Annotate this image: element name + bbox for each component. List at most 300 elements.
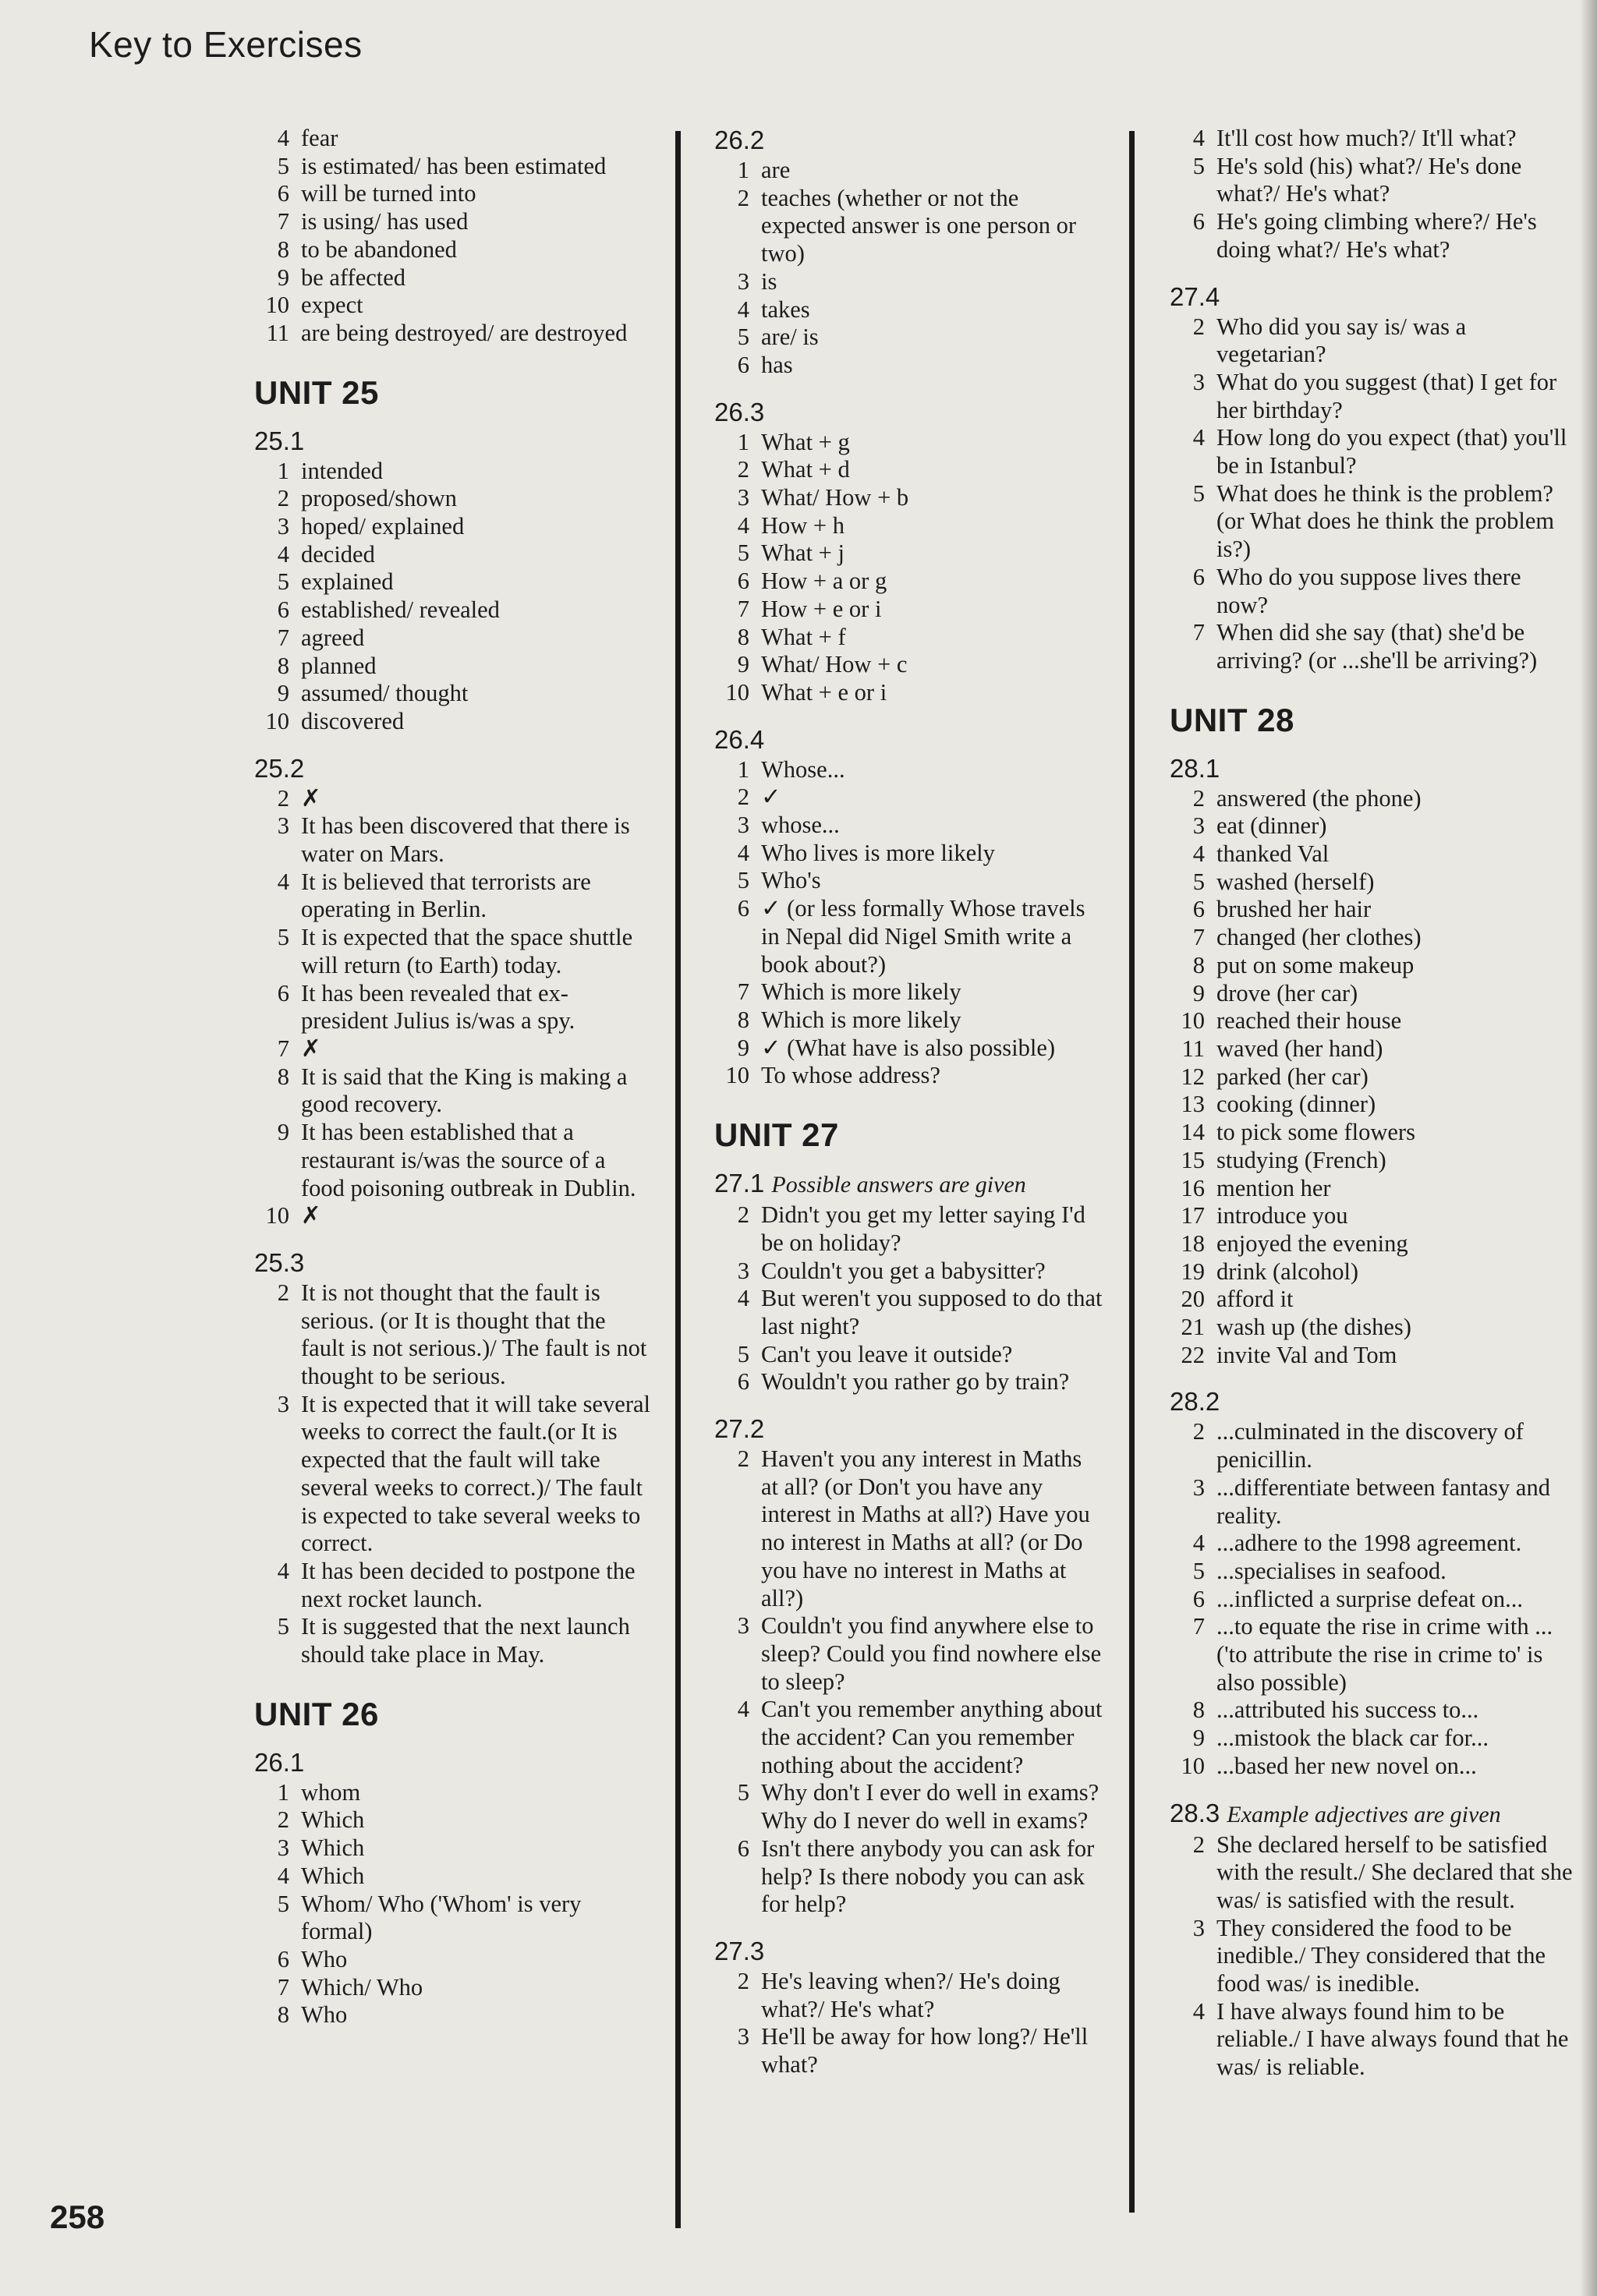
answer-number: 15: [1181, 1146, 1205, 1173]
answer-number: 9: [277, 680, 289, 707]
answer-number: 3: [1192, 368, 1205, 395]
answer-number: 5: [737, 1340, 749, 1367]
answer-number: 2: [737, 184, 749, 211]
answer-item: [706, 756, 1104, 784]
page-number: 258: [50, 2199, 105, 2235]
answer-number: 3: [277, 812, 289, 840]
answer-item: [246, 458, 652, 486]
answer-item: [1162, 1202, 1575, 1230]
answer-text: What/ How + c: [761, 651, 908, 678]
answer-number: 2: [737, 1445, 749, 1473]
answer-item: [246, 1558, 652, 1613]
exercise-block: [706, 1168, 1104, 1396]
answer-item: [1162, 1753, 1575, 1781]
answer-text: Which: [301, 1862, 365, 1889]
answer-number: 10: [265, 1202, 289, 1229]
answer-item: [1162, 1147, 1575, 1175]
exercise-heading: [254, 426, 652, 457]
answer-number: 2: [737, 1967, 749, 1994]
exercise-block: [1162, 1798, 1575, 2082]
answer-number: 3: [1192, 1914, 1205, 1941]
answer-number: 4: [277, 1862, 289, 1889]
answer-text: are being destroyed/ are destroyed: [301, 319, 628, 346]
answer-item: [246, 1119, 652, 1202]
answer-number: 2: [277, 784, 289, 812]
answer-text: ...culminated in the discovery of penicillin.: [1216, 1418, 1524, 1473]
exercise-heading: [714, 1168, 1104, 1201]
exercise-number: 26.3: [714, 397, 765, 426]
answer-text: changed (her clothes): [1216, 924, 1422, 951]
answer-text: But weren't you supposed to do that last night?: [761, 1285, 1103, 1339]
answer-number: 2: [737, 784, 749, 811]
answer-item: [1162, 1613, 1575, 1696]
answer-text: To whose address?: [761, 1062, 940, 1089]
answer-number: 4: [737, 511, 749, 539]
answer-text: is: [761, 267, 777, 295]
answer-text: invite Val and Tom: [1216, 1341, 1397, 1368]
answer-number: 5: [1192, 868, 1205, 895]
exercise-number: 25.3: [254, 1247, 305, 1277]
exercise-note: Example adjectives are given: [1227, 1801, 1501, 1827]
answer-number: 3: [737, 484, 749, 511]
answer-text: Which: [301, 1806, 365, 1834]
answer-text: He's sold (his) what?/ He's done what?/ He's what?: [1216, 152, 1522, 207]
answer-text: wash up (the dishes): [1216, 1314, 1411, 1341]
answer-number: 5: [1192, 1557, 1205, 1584]
answer-item: [246, 924, 652, 979]
answer-text: What does he think is the problem? (or What does he think the problem is?): [1216, 479, 1555, 563]
answer-item: [246, 1279, 652, 1391]
answer-text: will be turned into: [301, 180, 476, 207]
answer-item: [706, 268, 1104, 296]
answer-item: [1162, 619, 1575, 674]
answer-number: 7: [277, 1973, 289, 2001]
answer-item: [706, 352, 1104, 380]
answer-number: 5: [277, 568, 289, 596]
exercise-note: Possible answers are given: [771, 1172, 1026, 1198]
answer-item: [1162, 1831, 1575, 1915]
exercise-block: [246, 1247, 652, 1669]
exercise-block: [1162, 1386, 1575, 1780]
answer-text: hoped/ explained: [301, 513, 465, 540]
exercise-block: [706, 1936, 1104, 2079]
answer-item: [706, 840, 1104, 868]
answer-item: [246, 292, 652, 320]
answer-number: 10: [725, 1062, 749, 1089]
answer-number: 6: [737, 895, 749, 922]
answer-number: 5: [1192, 479, 1205, 507]
exercise-heading: [254, 753, 652, 784]
answer-item: [1162, 785, 1575, 813]
answer-number: 16: [1181, 1174, 1205, 1201]
column-divider: [675, 131, 681, 2228]
answer-text: ✗: [301, 1202, 321, 1229]
answer-number: 2: [1192, 784, 1205, 812]
answer-text: Haven't you any interest in Maths at all? (or Don't you have any interest in Maths at all?) Have you no interest in Maths at all? (or Do you have no interest in Maths at all?): [761, 1445, 1090, 1611]
answer-number: 5: [277, 1890, 289, 1917]
answer-number: 2: [277, 485, 289, 512]
exercise-block: [706, 125, 1104, 380]
answer-text: Who did you say is/ was a vegetarian?: [1216, 313, 1467, 368]
answer-number: 2: [737, 456, 749, 483]
answer-item: [246, 624, 652, 653]
answer-text: agreed: [301, 624, 365, 651]
exercise-block: [1162, 281, 1575, 675]
answer-number: 7: [737, 978, 749, 1006]
answer-text: ...attributed his success to...: [1216, 1696, 1479, 1724]
answer-number: 3: [1192, 812, 1205, 840]
answer-text: It'll cost how much?/ It'll what?: [1216, 125, 1517, 151]
answer-item: [1162, 952, 1575, 980]
answer-item: [706, 1445, 1104, 1612]
answer-text: is estimated/ has been estimated: [301, 152, 607, 179]
answer-text: Whose...: [761, 755, 845, 783]
answer-number: 5: [277, 1613, 289, 1640]
answer-number: 4: [737, 295, 749, 323]
answer-text: Who: [301, 2001, 348, 2029]
answer-item: [246, 812, 652, 868]
answer-text: It is expected that it will take several weeks to correct the fault.(or It is expected that the fault will take several weeks to correct.)/ The fault is expected to take several weeks to correct.: [301, 1390, 651, 1557]
answer-item: [1162, 1725, 1575, 1753]
answer-item: [1162, 1342, 1575, 1370]
answer-text: Why don't I ever do well in exams? Why do I never do well in exams?: [761, 1779, 1099, 1834]
exercise-number: 26.2: [714, 126, 765, 154]
answer-item: [706, 895, 1104, 978]
answer-text: What + j: [761, 540, 845, 567]
answer-number: 8: [737, 623, 749, 650]
answer-number: 10: [265, 707, 289, 734]
answer-text: Who lives is more likely: [761, 839, 995, 866]
answer-text: ...differentiate between fantasy and reality.: [1216, 1473, 1550, 1529]
answer-number: 1: [737, 755, 749, 783]
answer-text: It is expected that the space shuttle will return (to Earth) today.: [301, 924, 633, 978]
answer-item: [1162, 1230, 1575, 1258]
answer-number: 22: [1181, 1341, 1205, 1368]
answer-item: [246, 1613, 652, 1668]
answer-number: 2: [1192, 1418, 1205, 1445]
answer-number: 7: [1192, 1613, 1205, 1640]
answer-column-3: [1162, 125, 1575, 2099]
answer-number: 5: [277, 152, 289, 179]
unit-heading: UNIT 26: [254, 1695, 379, 1732]
answer-text: established/ revealed: [301, 596, 500, 624]
answer-item: [246, 708, 652, 736]
answer-item: [1162, 1558, 1575, 1586]
answer-text: Which is more likely: [761, 1006, 961, 1033]
answer-text: It has been revealed that ex-president Julius is/was a spy.: [301, 979, 575, 1035]
answer-column-1: [246, 125, 652, 2047]
answer-text: mention her: [1216, 1174, 1331, 1201]
answer-text: thanked Val: [1216, 840, 1330, 868]
exercise-block: [706, 1413, 1104, 1919]
answer-item: [706, 1035, 1104, 1063]
exercise-block: [1162, 753, 1575, 1370]
answer-number: 3: [277, 513, 289, 540]
answer-text: Couldn't you get a babysitter?: [761, 1257, 1046, 1284]
answer-item: [1162, 1007, 1575, 1035]
answer-number: 5: [737, 867, 749, 894]
answer-item: [706, 1612, 1104, 1696]
answer-number: 13: [1181, 1091, 1205, 1118]
answer-number: 11: [1181, 1035, 1205, 1062]
answer-number: 1: [737, 157, 749, 183]
answer-text: Whom/ Who ('Whom' is very formal): [301, 1890, 582, 1945]
exercise-heading: [1170, 1386, 1575, 1417]
answer-text: ✗: [301, 784, 321, 812]
answer-item: [1162, 840, 1575, 869]
answer-number: 5: [277, 924, 289, 951]
continued-answers: [1162, 125, 1575, 264]
answer-number: 6: [737, 568, 749, 595]
exercise-block: [246, 1747, 652, 2029]
answer-number: 4: [1192, 1997, 1205, 2025]
answer-text: proposed/shown: [301, 485, 457, 512]
answer-text: It is suggested that the next launch should take place in May.: [301, 1613, 630, 1668]
answer-column-2: [706, 125, 1104, 2096]
answer-number: 7: [1192, 619, 1205, 646]
answer-text: to be abandoned: [301, 235, 457, 263]
answer-number: 21: [1181, 1314, 1205, 1341]
answer-text: It has been decided to postpone the next rocket launch.: [301, 1557, 636, 1612]
unit-heading: UNIT 27: [714, 1116, 839, 1154]
answer-text: waved (her hand): [1216, 1035, 1383, 1062]
answer-number: 1: [277, 457, 289, 484]
answer-text: drink (alcohol): [1216, 1258, 1359, 1285]
answer-text: Didn't you get my letter saying I'd be on holiday?: [761, 1201, 1085, 1256]
answer-text: What + g: [761, 428, 850, 455]
answer-number: 8: [1192, 1696, 1205, 1724]
answer-item: [1162, 869, 1575, 897]
answer-number: 4: [277, 125, 289, 151]
answer-item: [246, 1974, 652, 2002]
answer-text: What/ How + b: [761, 484, 909, 511]
answer-item: [706, 784, 1104, 812]
answer-item: [1162, 896, 1575, 924]
answer-number: 3: [1192, 1473, 1205, 1501]
answer-text: Couldn't you find anywhere else to sleep? Could you find nowhere else to sleep?: [761, 1612, 1102, 1695]
answer-text: It is believed that terrorists are operating in Berlin.: [301, 868, 591, 923]
answer-item: [246, 869, 652, 924]
answer-item: [706, 978, 1104, 1006]
answer-item: [1162, 1175, 1575, 1203]
answer-number: 6: [277, 979, 289, 1006]
answer-item: [706, 2023, 1104, 2078]
answer-item: [246, 236, 652, 264]
exercise-number: 26.4: [714, 724, 765, 754]
answer-text: eat (dinner): [1216, 812, 1327, 840]
answer-text: put on some makeup: [1216, 951, 1415, 978]
answer-item: [246, 2001, 652, 2029]
answer-item: [1162, 1418, 1575, 1473]
answer-item: [706, 596, 1104, 624]
answer-item: [706, 1062, 1104, 1090]
answer-text: It is said that the King is making a good recovery.: [301, 1063, 628, 1118]
exercise-heading: [714, 724, 1104, 755]
answer-text: He's leaving when?/ He's doing what?/ He's what?: [761, 1967, 1061, 2022]
answer-text: It has been established that a restaurant is/was the source of a food poisoning outbreak in Dublin.: [301, 1119, 636, 1201]
answer-text: ✓ (or less formally Whose travels in Nepal did Nigel Smith write a book about?): [761, 895, 1085, 978]
answer-text: He'll be away for how long?/ He'll what?: [761, 2023, 1089, 2078]
answer-number: 9: [277, 1119, 289, 1146]
answer-item: [706, 1006, 1104, 1035]
page-edge-shadow: [1580, 0, 1597, 2296]
continued-answers: [246, 125, 652, 348]
answer-item: [246, 180, 652, 208]
answer-text: Which is more likely: [761, 978, 961, 1006]
answer-text: How + h: [761, 511, 845, 539]
exercise-heading: [714, 125, 1104, 156]
answer-text: whose...: [761, 812, 840, 839]
answer-number: 9: [1192, 979, 1205, 1006]
exercise-number: 27.3: [714, 1936, 765, 1965]
answer-text: Who do you suppose lives there now?: [1216, 563, 1521, 618]
answer-text: answered (the phone): [1216, 784, 1422, 812]
answer-item: [246, 1063, 652, 1119]
answer-number: 11: [266, 319, 289, 346]
exercise-heading: [1170, 1798, 1575, 1831]
answer-item: [1162, 1314, 1575, 1342]
answer-number: 9: [277, 264, 289, 291]
answer-number: 8: [277, 652, 289, 679]
answer-number: 8: [737, 1006, 749, 1033]
answer-item: [246, 513, 652, 541]
answer-item: [1162, 1258, 1575, 1286]
answer-number: 6: [277, 1945, 289, 1972]
answer-text: ...adhere to the 1998 agreement.: [1216, 1530, 1522, 1557]
answer-number: 5: [737, 540, 749, 567]
answer-item: [246, 680, 652, 708]
answer-text: What + f: [761, 623, 846, 650]
answer-item: [706, 484, 1104, 512]
exercise-heading: [714, 1936, 1104, 1967]
answer-item: [246, 568, 652, 596]
answer-text: Isn't there anybody you can ask for help? Is there nobody you can ask for help?: [761, 1834, 1095, 1918]
answer-text: be affected: [301, 264, 406, 291]
exercise-number: 28.1: [1170, 753, 1220, 783]
answer-text: enjoyed the evening: [1216, 1229, 1408, 1257]
answer-item: [1162, 1091, 1575, 1119]
answer-number: 4: [737, 1285, 749, 1312]
answer-item: [706, 867, 1104, 895]
answer-item: [1162, 1474, 1575, 1530]
answer-text: ...to equate the rise in crime with ...('to attribute the rise in crime to' is also possible): [1216, 1613, 1553, 1696]
exercise-number: 27.2: [714, 1414, 765, 1444]
answer-item: [1162, 1063, 1575, 1091]
answer-text: drove (her car): [1216, 979, 1358, 1006]
page-title: Key to Exercises: [89, 24, 363, 65]
answer-item: [246, 1391, 652, 1558]
exercise-heading: [714, 397, 1104, 428]
answer-text: expect: [301, 292, 363, 319]
answer-number: 14: [1181, 1119, 1205, 1146]
answer-text: How + a or g: [761, 568, 887, 595]
answer-item: [706, 456, 1104, 484]
exercise-block: [246, 753, 652, 1230]
answer-number: 20: [1181, 1286, 1205, 1313]
answer-item: [706, 1341, 1104, 1369]
answer-item: [1162, 1998, 1575, 2082]
answer-number: 7: [277, 208, 289, 235]
answer-text: Can't you leave it outside?: [761, 1340, 1013, 1367]
answer-item: [706, 1258, 1104, 1286]
answer-item: [246, 1946, 652, 1974]
exercise-number: 28.3: [1170, 1798, 1220, 1827]
answer-text: has: [761, 351, 793, 378]
answer-number: 8: [1192, 951, 1205, 978]
answer-item: [246, 980, 652, 1035]
answer-item: [1162, 480, 1575, 564]
answer-text: She declared herself to be satisfied with the result./ She declared that she was/ is satisfied with the result.: [1216, 1831, 1573, 1913]
answer-item: [246, 1834, 652, 1863]
answer-number: 5: [737, 1779, 749, 1806]
answer-number: 9: [737, 651, 749, 678]
exercise-number: 26.1: [254, 1747, 305, 1777]
answer-text: They considered the food to be inedible./ They considered that the food was/ is inedible.: [1216, 1914, 1546, 1997]
answer-number: 4: [1192, 1530, 1205, 1557]
answer-item: [706, 679, 1104, 707]
answer-item: [246, 1806, 652, 1834]
exercise-heading: [254, 1247, 652, 1279]
answer-number: 4: [737, 1696, 749, 1723]
answer-number: 6: [1192, 208, 1205, 235]
answer-item: [246, 125, 652, 153]
answer-number: 18: [1181, 1229, 1205, 1257]
exercise-block: [246, 426, 652, 736]
answer-number: 8: [277, 2001, 289, 2029]
answer-item: [706, 1968, 1104, 2023]
answer-item: [246, 1891, 652, 1946]
answer-text: assumed/ thought: [301, 680, 469, 707]
answer-number: 7: [737, 595, 749, 622]
answer-text: discovered: [301, 707, 405, 734]
answer-item: [1162, 980, 1575, 1008]
answer-item: [246, 1779, 652, 1807]
answer-number: 12: [1181, 1063, 1205, 1090]
answer-number: 7: [277, 1035, 289, 1062]
answer-text: ...based her new novel on...: [1216, 1752, 1477, 1779]
answer-number: 7: [277, 624, 289, 651]
answer-item: [246, 320, 652, 348]
answer-text: What do you suggest (that) I get for her birthday?: [1216, 368, 1557, 423]
answer-item: [246, 264, 652, 292]
answer-item: [706, 1696, 1104, 1779]
answer-number: 10: [1181, 1007, 1205, 1035]
answer-number: 8: [277, 235, 289, 263]
answer-text: It has been discovered that there is water on Mars.: [301, 812, 630, 868]
answer-text: decided: [301, 540, 375, 568]
answer-item: [246, 596, 652, 624]
answer-item: [246, 541, 652, 569]
answer-item: [1162, 208, 1575, 264]
answer-number: 6: [1192, 1585, 1205, 1612]
answer-text: ✓: [761, 784, 781, 811]
exercise-number: 27.4: [1170, 281, 1220, 311]
answer-text: Can't you remember anything about the accident? Can you remember nothing about the accident?: [761, 1696, 1103, 1778]
answer-item: [1162, 369, 1575, 424]
answer-number: 3: [737, 812, 749, 839]
answer-number: 3: [277, 1834, 289, 1862]
answer-number: 4: [1192, 424, 1205, 451]
answer-item: [706, 512, 1104, 540]
answer-number: 5: [1192, 152, 1205, 179]
answer-number: 4: [737, 839, 749, 866]
answer-text: afford it: [1216, 1286, 1294, 1313]
answer-text: parked (her car): [1216, 1063, 1369, 1090]
answer-number: 6: [1192, 563, 1205, 590]
answer-text: He's going climbing where?/ He's doing what?/ He's what?: [1216, 208, 1537, 263]
answer-number: 2: [277, 1279, 289, 1306]
answer-number: 4: [1192, 840, 1205, 868]
